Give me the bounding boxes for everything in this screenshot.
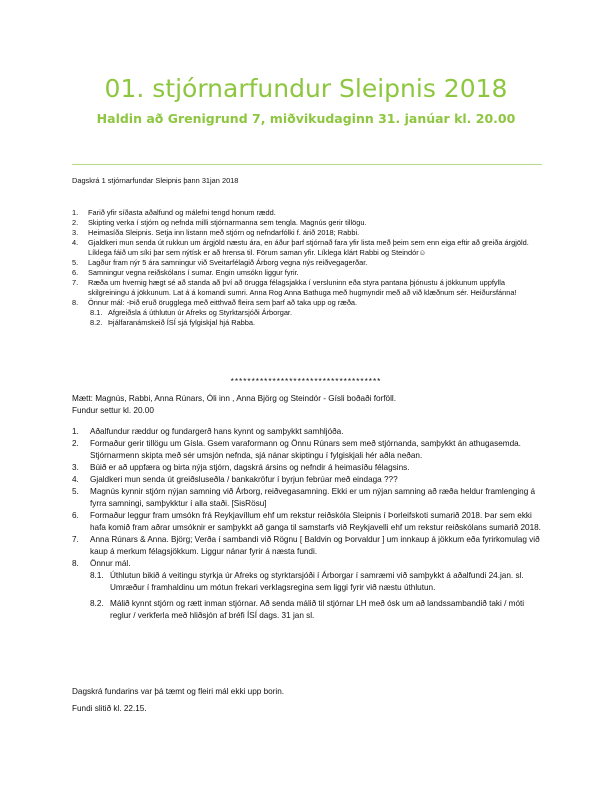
list-item: 7. Ræða um hvernig hægt sé að standa að því að örugga félagsjakka í versluninn eða styra pantana þjónustu á jökkunum uppfylla skilgreiningu á jökkunum. Lat á á komandi sumri. Anna Rog Anna Bathuga með hugmyndir með að við klæðnum sér. Heiðursfánna! [72,278,517,297]
list-item: 1. Aðalfundur ræddur og fundargerð hans kynnt og samþykkt samhljóða. [72,427,344,436]
list-subitem: 8.2. Málið kynnt stjórn og rætt inman stjórnar. Að senda málið til stjórnar LH með ósk um að landssambandið taki / móti reglur / verkferla með hliðsjón af bréfi ÍSÍ dags. 31 jan sl. [90,599,525,620]
divider [72,164,542,165]
list-item: 3. Heimasíða Sleipnis. Setja inn listann með stjórn og nefndarfólki f. árið 2018; Rabbi. [72,228,360,237]
list-item: 4. Gjaldkeri mun senda út greiðsluseðla / bankakröfur í byrjun febrúar með eindaga ??? [72,475,398,484]
closing-time: Fundi slitið kl. 22.15. [72,704,147,713]
list-item: 1. Farið yfir síðasta aðalfund og málefni tengd honum rædd. [72,208,276,217]
page-subtitle: Haldin að Grenigrund 7, miðvikudaginn 31. janúar kl. 20.00 [96,111,516,126]
list-item: 8. Önnur mál. [72,559,131,568]
list-subitem: 8.1. Úthlutun bikið á veitingu styrkja úr Afreks og styrktarsjóði í Árborgar í samræmi við samþykkt á aðalfundi 24.jan. sl. Umræður í framhaldinu um mótun frekari verklagsregina sem liggi fyrir við næstu úthlutun. [90,571,524,592]
attendance-start: Fundur settur kl. 20.00 [72,406,154,415]
list-item: 3. Búið er að uppfæra og birta nýja stjórn, dagskrá ársins og nefndir á heimasíðu félagsins. [72,463,410,472]
list-item: 8. Önnur mál: -Þið eruð örugglega með eitthvað fleira sem þarf að taka upp og ræða. [72,298,358,307]
list-item: 7. Anna Rúnars & Anna. Björg; Verða í sambandi við Rögnu [ Baldvin og Þorvaldur ] um innkaup á jökkum eða fyrirkomulag við kaup á merkum félagsjökkum. Liggur nánar fyrir á næsta fundi. [72,535,540,556]
minutes-list [72,426,544,622]
closing-line: Dagskrá fundarins var þá tæmt og fleiri mál ekki upp borin. [72,687,285,696]
list-item: 4. Gjaldkeri mun senda út rukkun um árgjöld næstu ára, en áður þarf stjórnað fara yfir lista með þeim sem enn eiga eftir að greiða árgjöld. Líklega fáið um síki þar sem nýtísk er að hrensa til. Förum saman yfir. Líklega klárt Rabbi og Steindór☺ [72,238,529,257]
agenda-list [72,208,542,328]
page-title: 01. stjórnarfundur Sleipnis 2018 [104,74,508,103]
list-item: 2. Formaður gerir tillögu um Gísla. Gsem varaformann og Önnu Rúnars sem með stjórnanda, samþykkt án athugasemda. Stjórnarmenn skipta með sér umsjón nefnda, sjá nánar skiptingu í fylgiskjali hér aðla neðan. [72,439,521,460]
attendance-present: Mætt: Magnús, Rabbi, Anna Rúnars, Óli inn , Anna Björg og Steindór - Gísli boðaði forföll. [72,394,397,403]
list-item: 5. Magnús kynnir stjórn nýjan samning við Árborg, reiðvegasamning. Ekki er um nýjan samning að ræða heldur framlenging á fyrra samningi, samþykktur í alla staði. [SisRösu] [72,487,536,508]
list-item: 2. Skipting verka í stjórn og nefnda milli stjórnarmanna sem tengla. Magnús gerir tillögu. [72,218,367,227]
list-subitem: 8.2. Þjálfaranámskeið ÍSÍ sjá fylgiskjal hjá Rabba. [90,318,256,327]
separator: ************************************ [230,377,382,386]
list-subitem: 8.1. Afgreiðsla á úthlutun úr Afreks og Styrktarsjóði Árborgar. [90,308,293,317]
list-item: 6. Samningur vegna reiðskólans í sumar. Engin umsókn liggur fyrir. [72,268,299,277]
agenda-heading: Dagskrá 1 stjórnarfundar Sleipnis þann 31jan 2018 [72,176,239,185]
list-item: 5. Lagður fram nýr 5 ára samningur við Sveitarfélagið Árborg vegna nýs reiðvegagerðar. [72,258,368,267]
list-item: 6. Formaður leggur fram umsókn frá Reykjavíllum ehf um rekstur reiðskóla Sleipnis í Þorleifskoti sumarið 2018. Þar sem ekki hafa komið fram aðrar umsóknir er samþykkt að ganga til samstarfs við Reykjavelli ehf um rekstur reiðskólans sumarið 2018. [72,511,541,532]
